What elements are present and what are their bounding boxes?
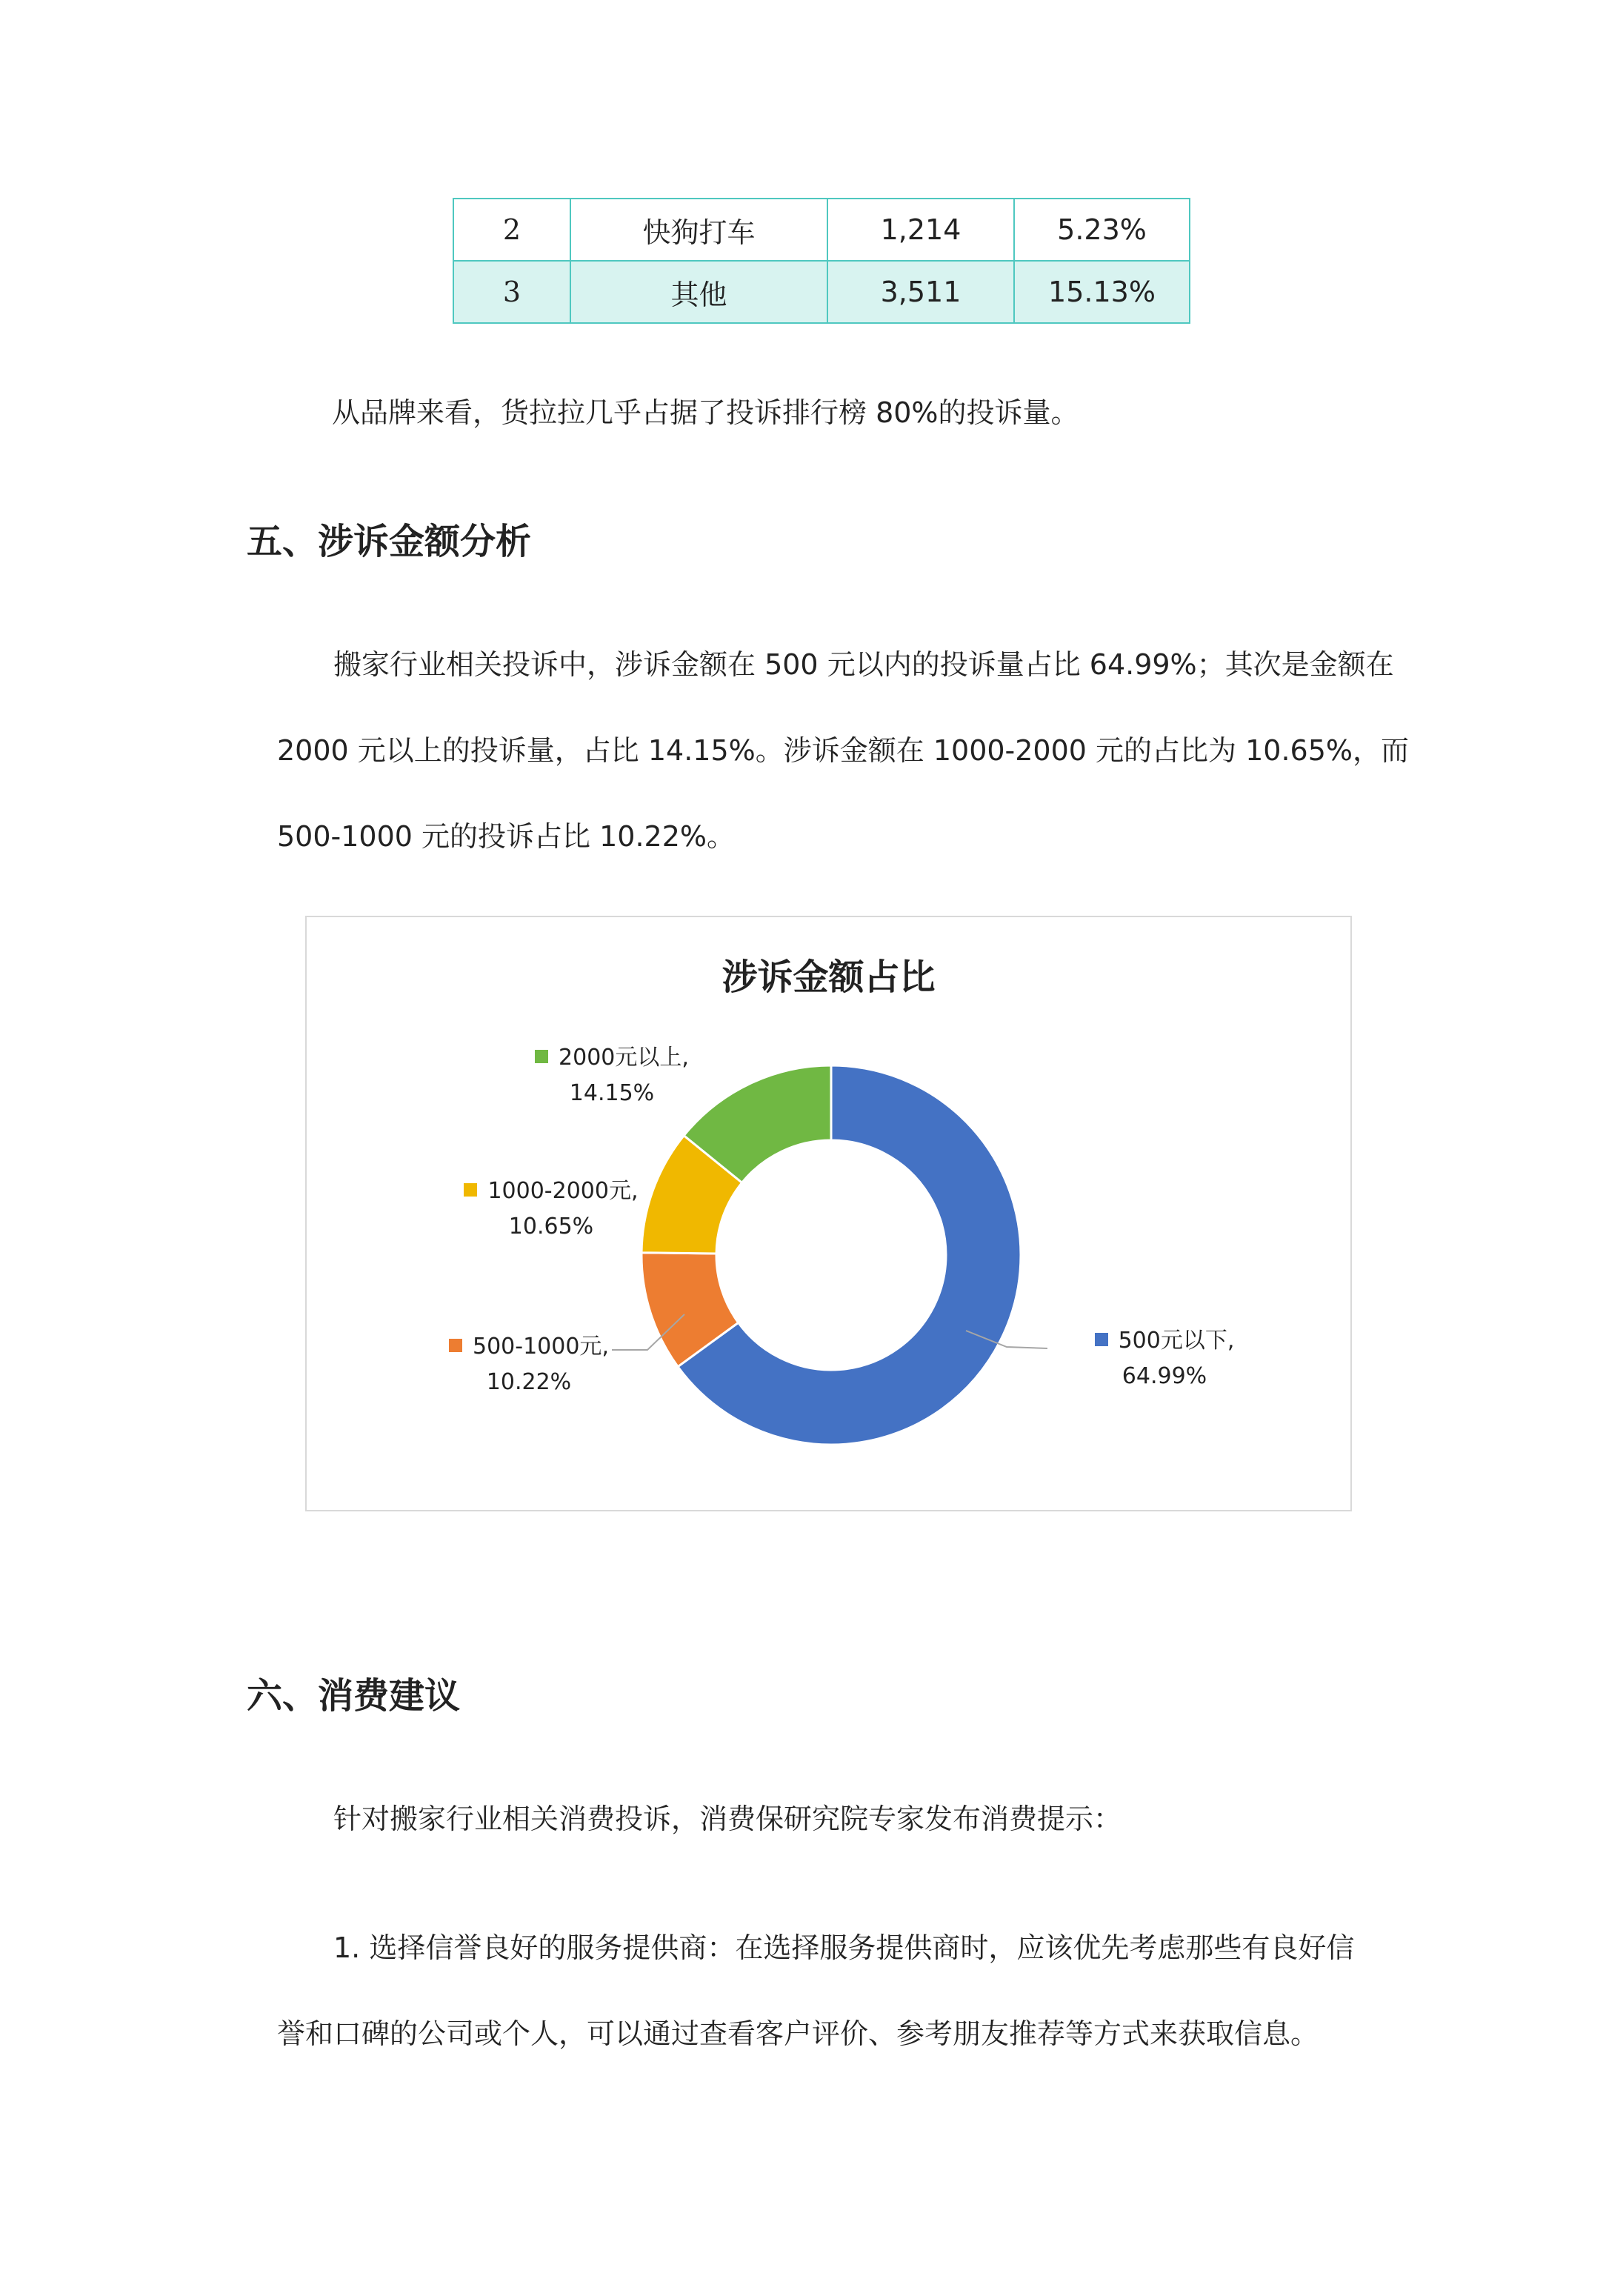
label-under-500: 500元以下, 64.99% bbox=[1053, 1323, 1276, 1394]
advice-item-1-line-1: 1. 选择信誉良好的服务提供商：在选择服务提供商时，应该优先考虑那些有良好信 bbox=[333, 1931, 1355, 1964]
table-row bbox=[453, 199, 1190, 261]
complaint-rank-table bbox=[453, 198, 1190, 324]
share-cell: 5.23% bbox=[1014, 199, 1190, 261]
swatch-500-1000 bbox=[449, 1339, 462, 1352]
section5-line-3: 500-1000 元的投诉占比 10.22%。 bbox=[277, 820, 736, 853]
advice-item-1-line-2: 誉和口碑的公司或个人，可以通过查看客户评价、参考朋友推荐等方式来获取信息。 bbox=[277, 2017, 1319, 2050]
label-500-1000: 500-1000元, 10.22% bbox=[418, 1329, 640, 1400]
brand-cell: 快狗打车 bbox=[570, 199, 827, 261]
swatch-over-2000 bbox=[535, 1050, 548, 1063]
amount-share-chart bbox=[305, 916, 1352, 1511]
section5-heading: 五、涉诉金额分析 bbox=[247, 521, 532, 562]
section6-heading: 六、消费建议 bbox=[247, 1675, 461, 1717]
count-cell: 3,511 bbox=[827, 261, 1014, 323]
label-1000-2000: 1000-2000元, 10.65% bbox=[440, 1174, 662, 1245]
share-cell: 15.13% bbox=[1014, 261, 1190, 323]
swatch-1000-2000 bbox=[464, 1183, 477, 1197]
rank-cell: 2 bbox=[453, 199, 570, 261]
section6-intro: 针对搬家行业相关消费投诉，消费保研究院专家发布消费提示： bbox=[333, 1803, 1122, 1835]
count-cell: 1,214 bbox=[827, 199, 1014, 261]
brand-cell: 其他 bbox=[570, 261, 827, 323]
rank-cell: 3 bbox=[453, 261, 570, 323]
section5-line-1: 搬家行业相关投诉中，涉诉金额在 500 元以内的投诉量占比 64.99%；其次是金额在 bbox=[333, 648, 1394, 681]
section5-line-2: 2000 元以上的投诉量，占比 14.15%。涉诉金额在 1000-2000 元的占比为 10.65%，而 bbox=[277, 734, 1410, 767]
chart-title: 涉诉金额占比 bbox=[721, 956, 936, 998]
brand-paragraph: 从品牌来看，货拉拉几乎占据了投诉排行榜 80%的投诉量。 bbox=[332, 396, 1079, 429]
table-row bbox=[453, 261, 1190, 323]
swatch-under-500 bbox=[1095, 1333, 1108, 1346]
label-over-2000: 2000元以上, 14.15% bbox=[501, 1040, 723, 1111]
